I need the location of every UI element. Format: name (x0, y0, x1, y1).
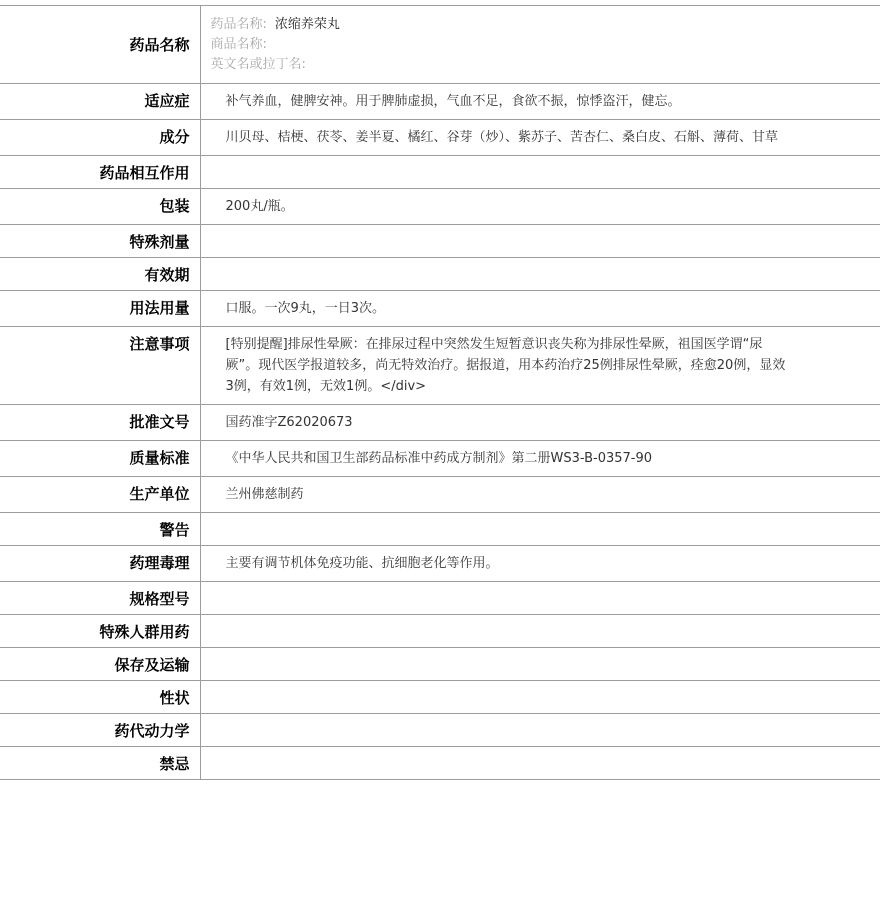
drug-name-cell (200, 6, 880, 84)
row-label: 特殊剂量 (0, 225, 200, 258)
row-value (200, 582, 880, 615)
row-value (200, 714, 880, 747)
table-row-specification (0, 582, 880, 615)
table-row-interactions (0, 156, 880, 189)
table-row-packaging (0, 189, 880, 225)
generic-name-key: 药品名称: (210, 17, 267, 32)
table-row-manufacturer (0, 477, 880, 513)
row-label: 药理毒理 (0, 546, 200, 582)
table-row-contraindications (0, 747, 880, 780)
row-label: 警告 (0, 513, 200, 546)
table-row-special-dosage (0, 225, 880, 258)
row-label: 生产单位 (0, 477, 200, 513)
row-label: 成分 (0, 120, 200, 156)
row-label: 保存及运输 (0, 648, 200, 681)
row-value: 200丸/瓶。 (200, 189, 880, 225)
row-value: 兰州佛慈制药 (200, 477, 880, 513)
english-name-line (211, 55, 871, 75)
table-row-ingredients (0, 120, 880, 156)
table-row-warning (0, 513, 880, 546)
table-row-drug-name (0, 6, 880, 84)
row-label: 注意事项 (0, 327, 200, 405)
row-value: [特别提醒]排尿性晕厥：在排尿过程中突然发生短暂意识丧失称为排尿性晕厥，祖国医学谓“尿厥”。现代医学报道较多，尚无特效治疗。据报道，用本药治疗25例排尿性晕厥，痊愈20例，显效3例，有效1例，无效1例。</div> (200, 327, 880, 405)
row-value: 补气养血，健脾安神。用于脾肺虚损，气血不足，食欲不振，惊悸盗汗，健忘。 (200, 84, 880, 120)
row-value: 《中华人民共和国卫生部药品标准中药成方制剂》第二册WS3-B-0357-90 (200, 441, 880, 477)
table-row-quality-standard (0, 441, 880, 477)
row-value (200, 648, 880, 681)
row-value (200, 258, 880, 291)
row-value (200, 156, 880, 189)
row-label: 有效期 (0, 258, 200, 291)
row-value: 川贝母、桔梗、茯苓、姜半夏、橘红、谷芽（炒）、紫苏子、苦杏仁、桑白皮、石斛、薄荷、甘草 (200, 120, 880, 156)
row-value (200, 225, 880, 258)
row-label: 药品相互作用 (0, 156, 200, 189)
english-name-key: 英文名或拉丁名: (210, 57, 306, 72)
table-row-shelf-life (0, 258, 880, 291)
trade-name-line (211, 35, 871, 55)
row-label: 药代动力学 (0, 714, 200, 747)
row-value (200, 615, 880, 648)
generic-name-value: 浓缩养荣丸 (274, 17, 340, 32)
row-label: 特殊人群用药 (0, 615, 200, 648)
row-label: 规格型号 (0, 582, 200, 615)
row-value (200, 513, 880, 546)
row-label: 性状 (0, 681, 200, 714)
trade-name-key: 商品名称: (210, 37, 267, 52)
table-row-pharmacokinetics (0, 714, 880, 747)
row-label: 包装 (0, 189, 200, 225)
generic-name-line (211, 15, 871, 35)
table-row-pharmacology (0, 546, 880, 582)
row-label: 批准文号 (0, 405, 200, 441)
row-value (200, 747, 880, 780)
row-label: 用法用量 (0, 291, 200, 327)
table-row-usage (0, 291, 880, 327)
table-row-approval-number (0, 405, 880, 441)
row-label: 药品名称 (0, 6, 200, 84)
table-row-appearance (0, 681, 880, 714)
row-value (200, 681, 880, 714)
row-value: 主要有调节机体免疫功能、抗细胞老化等作用。 (200, 546, 880, 582)
table-row-special-populations (0, 615, 880, 648)
row-value: 国药准字Z62020673 (200, 405, 880, 441)
row-label: 质量标准 (0, 441, 200, 477)
row-label: 适应症 (0, 84, 200, 120)
table-row-indications (0, 84, 880, 120)
row-label: 禁忌 (0, 747, 200, 780)
table-row-precautions (0, 327, 880, 405)
drug-info-sheet (0, 5, 880, 780)
table-row-storage (0, 648, 880, 681)
row-value: 口服。一次9丸，一日3次。 (200, 291, 880, 327)
drug-info-table (0, 5, 880, 780)
